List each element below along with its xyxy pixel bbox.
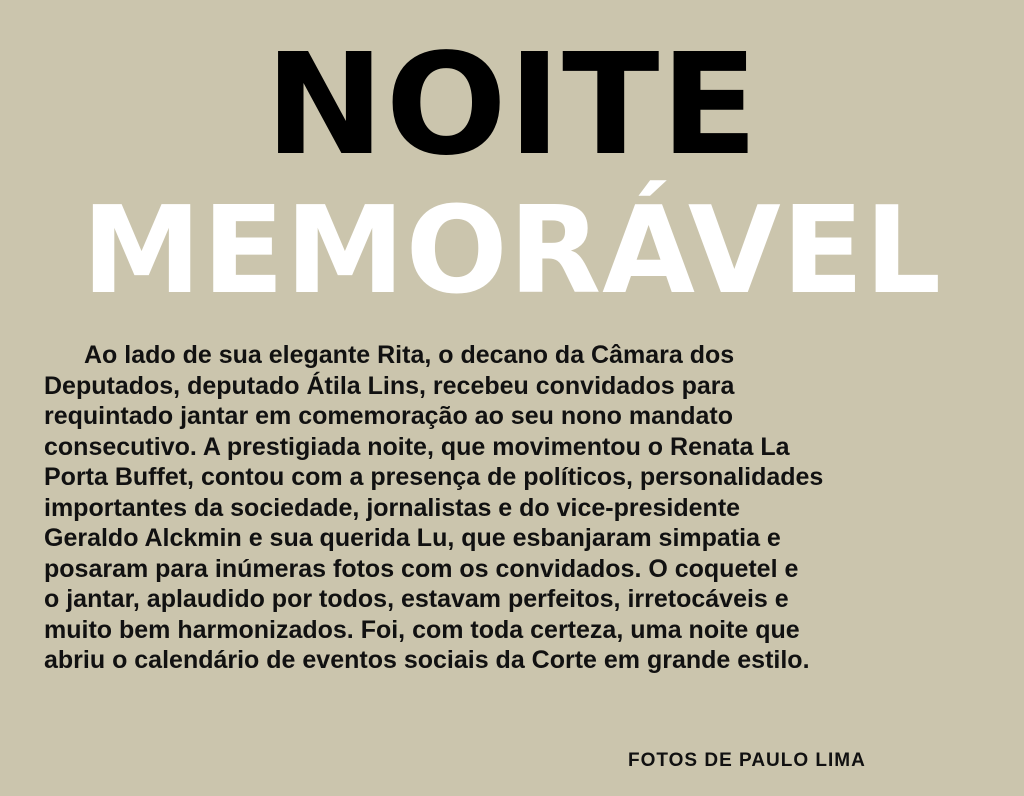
article-line: Porta Buffet, contou com a presença de políticos, personalidades [44, 463, 824, 491]
article-line: requintado jantar em comemoração ao seu nono mandato [44, 402, 734, 430]
article-line: muito bem harmonizados. Foi, com toda certeza, uma noite que [44, 615, 800, 644]
article-line: Ao lado de sua elegante Rita, o decano da Câmara dos [84, 341, 735, 369]
article-line: importantes da sociedade, jornalistas e do vice-presidente [44, 493, 741, 522]
article-line: abriu o calendário de eventos sociais da Corte em grande estilo. [44, 646, 810, 674]
article-line: Deputados, deputado Átila Lins, recebeu convidados para [44, 371, 735, 400]
article-line: consecutivo. A prestigiada noite, que movimentou o Renata La [44, 432, 790, 461]
article-line: o jantar, aplaudido por todos, estavam perfeitos, irretocáveis e [44, 585, 789, 613]
headline-memoravel: MEMORÁVEL [81, 182, 943, 321]
article-line: posaram para inúmeras fotos com os convidados. O coquetel e [44, 554, 799, 583]
photo-credit: FOTOS DE PAULO LIMA [628, 750, 866, 771]
headline-noite: NOITE [264, 24, 760, 187]
article-body [44, 340, 984, 676]
article-line: Geraldo Alckmin e sua querida Lu, que esbanjaram simpatia e [44, 524, 781, 552]
